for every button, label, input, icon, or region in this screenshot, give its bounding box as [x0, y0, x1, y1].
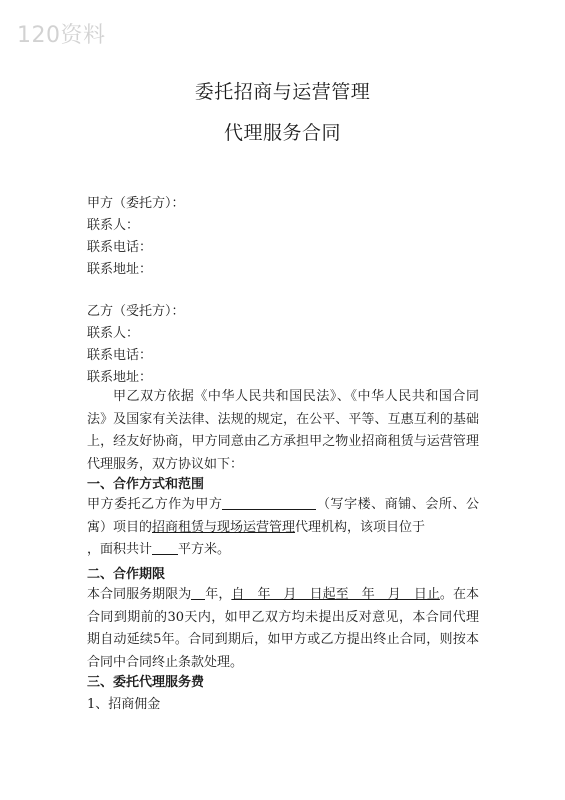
- section3-heading: 三、委托代理服务费: [87, 675, 205, 690]
- section1-paragraph: [87, 494, 479, 562]
- document-title-line2: 代理服务合同: [223, 122, 341, 144]
- section2-text-a: 本合同服务期限为: [87, 587, 192, 602]
- document-title-line1: 委托招商与运营管理: [194, 81, 371, 103]
- intro-paragraph: 甲乙双方依据《中华人民共和国民法》、《中华人民共和国合同法》及国家有关法律、法规的规定，在公平、平等、互惠互利的基础上，经友好协商，甲方同意由乙方承担甲之物业招商租赁与运营管理代理服务，双方协议如下：: [87, 389, 479, 472]
- party-a-label: 甲方（委托方）：: [87, 196, 185, 211]
- blank-field: [191, 585, 205, 600]
- party-a-phone: 联系电话：: [87, 240, 153, 255]
- section2-heading: 二、合作期限: [87, 567, 166, 582]
- party-b-phone: 联系电话：: [87, 348, 153, 363]
- section1-text-g: 平方米。: [178, 542, 231, 558]
- section1-text-b: （写字楼、商铺、会所、公: [316, 497, 479, 512]
- section1-text-c: 寓）项目的: [87, 519, 153, 535]
- section1-heading: 一、合作方式和范围: [87, 477, 205, 492]
- section2-text-d: 。在本合同到期前的30天内，如甲乙双方均未提出反对意见，本合同代理期自动延续5年。合同到期后，如甲方或乙方提出终止合同，则按本合同中合同终止条款处理。: [87, 587, 479, 670]
- party-a-contact: 联系人：: [87, 218, 140, 233]
- party-b-label: 乙方（受托方）：: [87, 304, 185, 319]
- blank-field: [222, 495, 316, 510]
- party-b-contact: 联系人：: [87, 326, 140, 341]
- section1-service-scope: 招商租赁与现场运营管理: [152, 519, 296, 535]
- watermark-logo: 120资料: [17, 23, 106, 48]
- party-b-address: 联系地址：: [87, 370, 153, 385]
- section1-text-a: 甲方委托乙方作为甲方: [87, 497, 223, 512]
- section2-paragraph: [87, 584, 479, 674]
- section2-date-range: 自 年 月 日起至 年 月 日止: [231, 587, 440, 602]
- section3-item1: 1、招商佣金: [87, 697, 161, 712]
- section2-text-b: 年，: [205, 587, 232, 602]
- blank-field: [152, 540, 178, 555]
- section1-text-e: 代理机构，该项目位于: [295, 519, 426, 535]
- section1-text-f: ，面积共计: [87, 542, 153, 558]
- party-a-address: 联系地址：: [87, 262, 153, 277]
